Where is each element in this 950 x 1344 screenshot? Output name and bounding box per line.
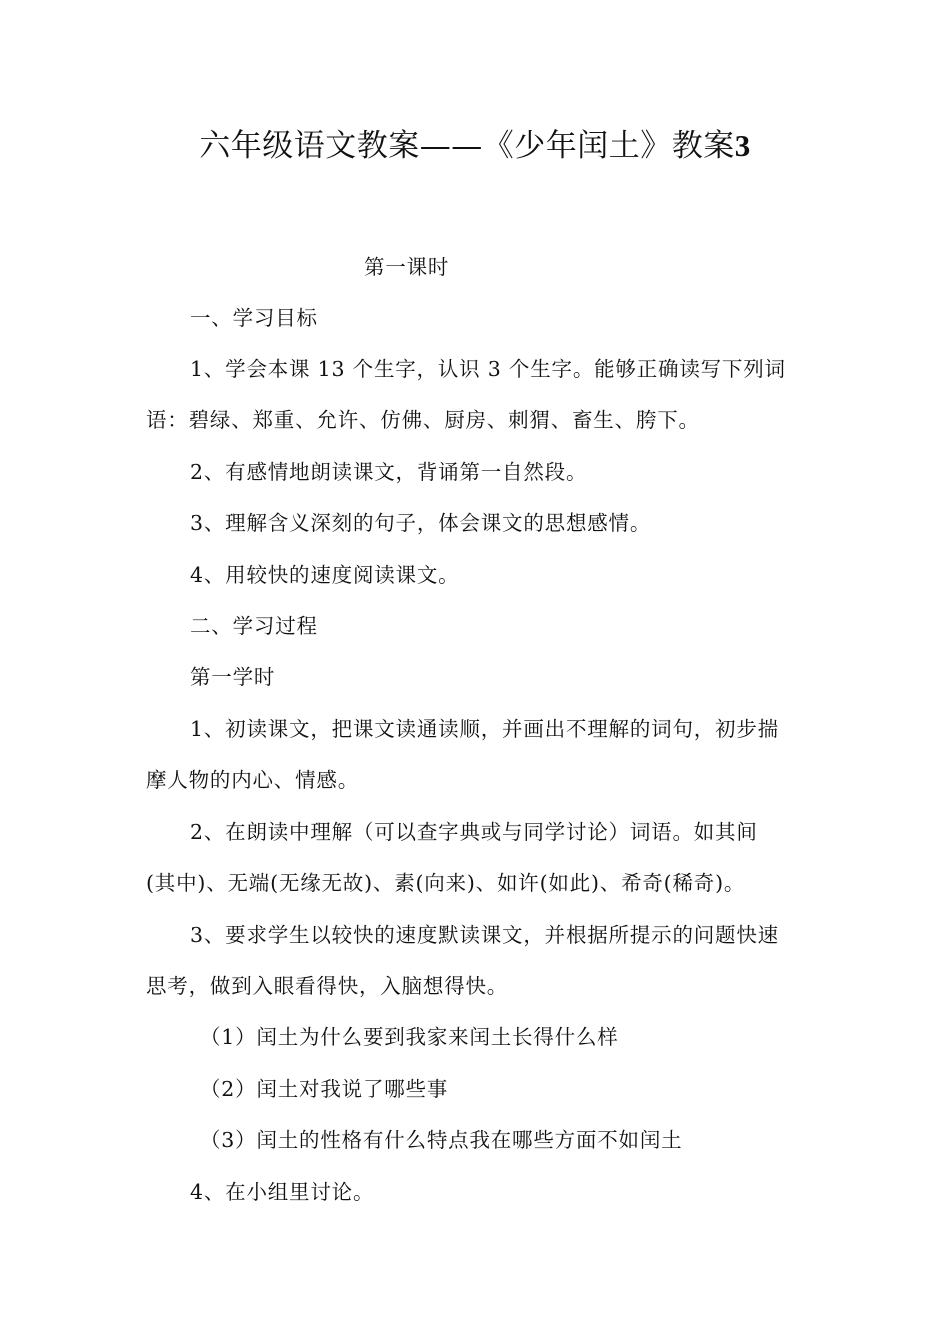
step-2-line-1: 2、在朗读中理解（可以查字典或与同学讨论）词语。如其间	[190, 820, 758, 844]
goal-3: 3、理解含义深刻的句子，体会课文的思想感情。	[190, 511, 652, 535]
section-heading-process: 二、学习过程	[190, 614, 318, 638]
goal-1-line-1: 1、学会本课 13 个生字，认识 3 个生字。能够正确读写下列词	[190, 357, 786, 381]
document-title-number: 3	[734, 128, 751, 163]
question-3: （3）闰土的性格有什么特点我在哪些方面不如闰土	[200, 1128, 683, 1152]
goal-1-line-2: 语：碧绿、郑重、允许、仿佛、厨房、刺猬、畜生、胯下。	[146, 408, 700, 432]
step-2-line-2: (其中)、无端(无缘无故)、素(向来)、如许(如此)、希奇(稀奇)。	[146, 871, 746, 895]
step-1-line-2: 摩人物的内心、情感。	[146, 768, 359, 792]
lesson-heading: 第一学时	[190, 665, 276, 689]
goal-2: 2、有感情地朗读课文，背诵第一自然段。	[190, 460, 588, 484]
step-1-line-1: 1、初读课文，把课文读通读顺，并画出不理解的词句，初步揣	[190, 717, 779, 741]
step-3-line-2: 思考，做到入眼看得快，入脑想得快。	[146, 974, 509, 998]
session-heading: 第一课时	[364, 255, 450, 279]
step-4: 4、在小组里讨论。	[190, 1180, 375, 1204]
document-title	[0, 124, 950, 168]
section-heading-goals: 一、学习目标	[190, 306, 318, 330]
question-1: （1）闰土为什么要到我家来闰土长得什么样	[200, 1025, 619, 1049]
goal-4: 4、用较快的速度阅读课文。	[190, 563, 460, 587]
document-title-text: 六年级语文教案——《少年闰土》教案	[199, 128, 735, 164]
question-2: （2）闰土对我说了哪些事	[200, 1077, 449, 1101]
step-3-line-1: 3、要求学生以较快的速度默读课文，并根据所提示的问题快速	[190, 923, 779, 947]
